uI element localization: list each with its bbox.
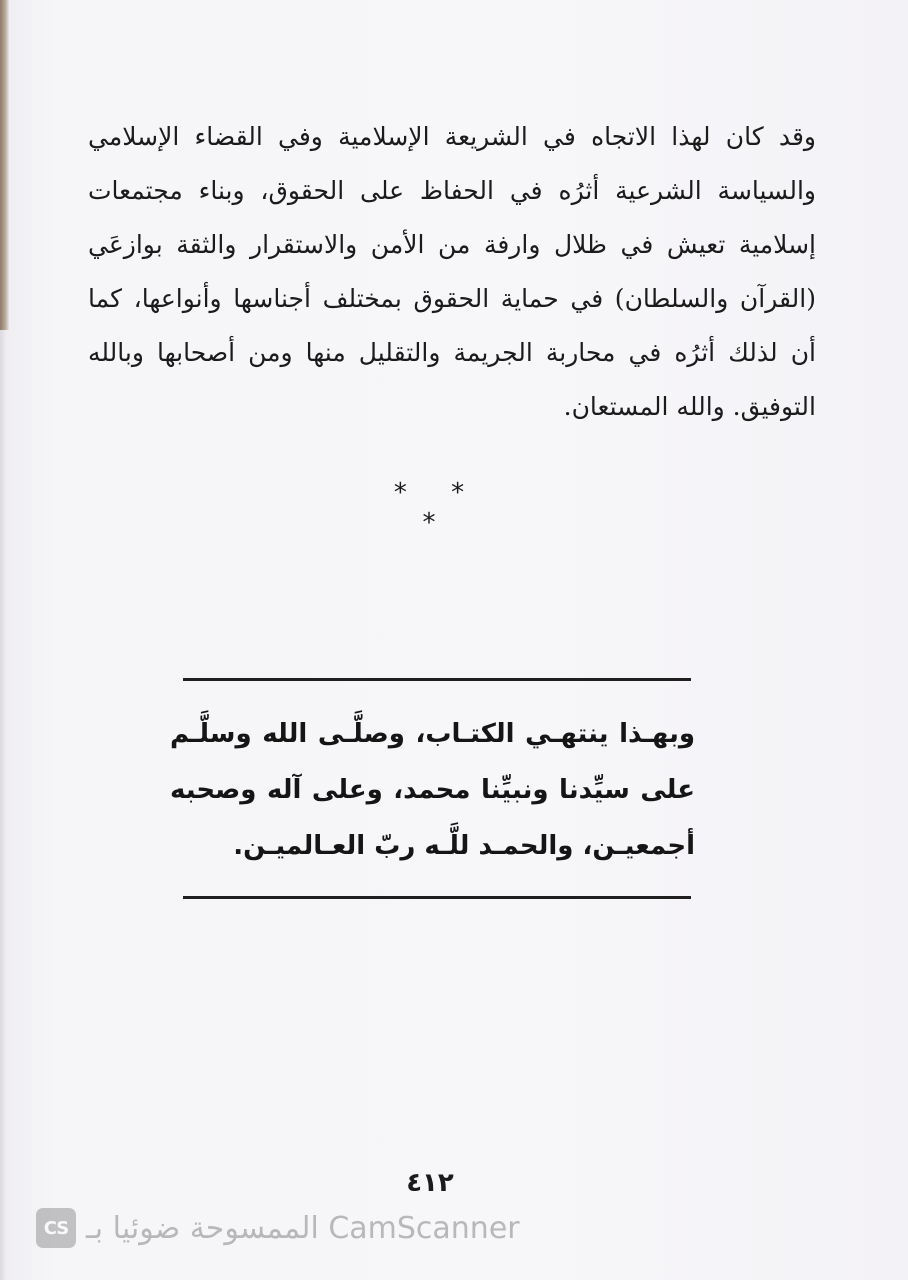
book-spine-edge [0,0,9,330]
camscanner-watermark [36,1205,520,1251]
closing-statement [170,706,695,874]
paragraph-text: وقد كان لهذا الاتجاه في الشريعة الإسلامية وفي القضاء الإسلامي والسياسة الشرعية أثرُه في الحفاظ على الحقوق، وبناء مجتمعات إسلامية تعيش في ظلال وارفة من الأمن والاستقرار والثقة بوازعَي (القرآن والسلطان) في حماية الحقوق بمختلف أجناسها وأنواعها، كما أن لذلك أثرُه في محاربة الجريمة والتقليل منها ومن أصحابها وبالله التوفيق. والله المستعان. [88,122,816,421]
watermark-label: الممسوحة ضوئيا بـ CamScanner [86,1210,520,1246]
page-gutter-shadow [0,330,7,1280]
section-separator: * * * [393,478,483,538]
page-number: ٤١٢ [406,1168,454,1198]
camscanner-logo-icon: CS [36,1208,76,1248]
bottom-divider-line [183,896,691,899]
main-paragraph [88,110,816,434]
closing-text: وبهـذا ينتهـي الكتـاب، وصلَّـى الله وسلَّـم على سيِّدنا ونبيِّنا محمد، وعلى آله وصحبه أجمعيـن، والحمـد للَّـه ربّ العـالميـن. [170,719,695,861]
top-divider-line [183,678,691,681]
